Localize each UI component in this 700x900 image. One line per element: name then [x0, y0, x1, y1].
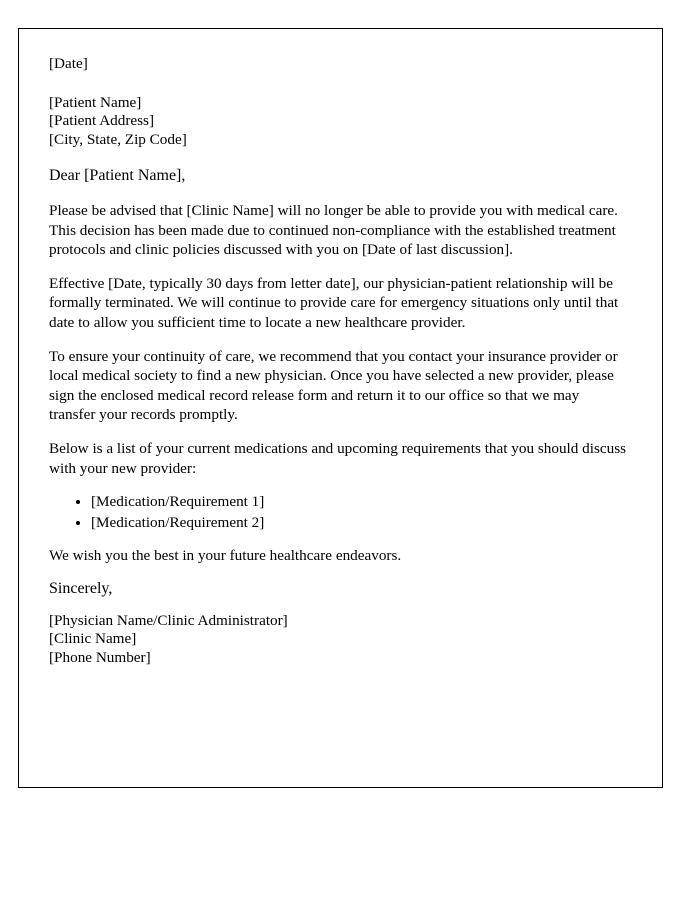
signer-phone: [Phone Number]: [49, 648, 151, 666]
salutation-line: Dear [Patient Name],: [49, 167, 186, 184]
letter-content: [19, 29, 662, 667]
list-item: • [Medication/Requirement 2]: [91, 513, 628, 533]
body-paragraph-3: To ensure your continuity of care, we recommend that you contact your insurance provider or local medical society to find a new physician. Once you have selected a new provider, please sign the enclosed medical record release form and return it to our office so that we may transfer your records promptly.: [49, 347, 618, 424]
recipient-city-state-zip: [City, State, Zip Code]: [49, 130, 187, 148]
date-block: [49, 55, 628, 74]
letter-page: [18, 28, 663, 788]
medication-list: [49, 492, 628, 532]
body-paragraph-1: Please be advised that [Clinic Name] will no longer be able to provide you with medical care. This decision has been made due to continued non-compliance with the established treatment protocols and clinic policies discussed with you on [Date of last discussion].: [49, 202, 618, 259]
recipient-address-block: [49, 94, 628, 150]
signature-block: [49, 612, 628, 668]
signer-clinic: [Clinic Name]: [49, 630, 137, 648]
date-line: [Date]: [49, 55, 88, 72]
recipient-street: [Patient Address]: [49, 112, 155, 129]
list-item: • [Medication/Requirement 1]: [91, 492, 628, 512]
recipient-name: [Patient Name]: [49, 93, 142, 111]
body-paragraph-2: Effective [Date, typically 30 days from letter date], our physician-patient relationship will be formally terminated. We will continue to provide care for emergency situations only until that date to allow you sufficient time to locate a new healthcare provider.: [49, 274, 619, 331]
body-paragraph-4: Below is a list of your current medications and upcoming requirements that you should discuss with your new provider:: [49, 439, 627, 477]
signer-name: [Physician Name/Clinic Administrator]: [49, 611, 288, 629]
closing-line: Sincerely,: [49, 579, 113, 597]
wish-line: We wish you the best in your future healthcare endeavors.: [49, 547, 402, 565]
